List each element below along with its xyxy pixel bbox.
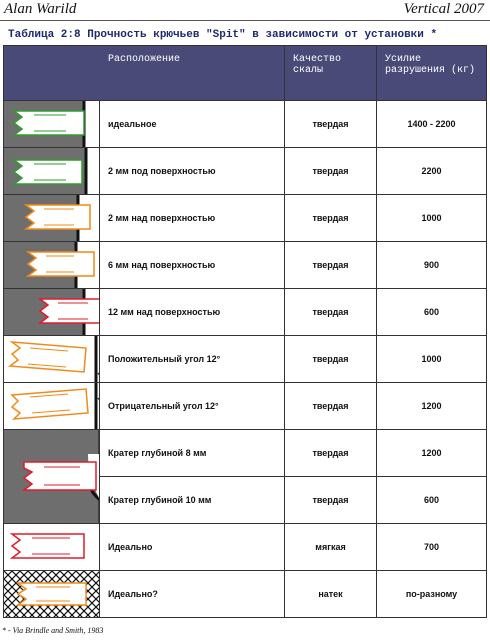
- cell-quality: натек: [285, 571, 377, 618]
- anchor-illustration: [4, 524, 100, 571]
- cell-quality: твердая: [285, 289, 377, 336]
- table-row: [4, 383, 487, 430]
- anchor-illustration: [4, 242, 100, 289]
- cell-location: Идеально: [100, 524, 285, 571]
- cell-force: 2200: [377, 148, 487, 195]
- anchor-illustration: [4, 148, 100, 195]
- cell-force: 600: [377, 289, 487, 336]
- table-row: [4, 195, 487, 242]
- cell-force: 900: [377, 242, 487, 289]
- anchor-illustration: [4, 289, 100, 336]
- anchor-illustration: [4, 195, 100, 242]
- col-quality-header: Качество скалы: [285, 46, 377, 101]
- page-header: [0, 0, 490, 21]
- anchor-illustration: [4, 430, 100, 524]
- table-header-row: [4, 46, 487, 101]
- anchor-illustration: [4, 571, 100, 618]
- table-row: [4, 524, 487, 571]
- cell-force: 700: [377, 524, 487, 571]
- table-row: [4, 101, 487, 148]
- cell-force: по-разному: [377, 571, 487, 618]
- cell-quality: твердая: [285, 430, 377, 477]
- cell-location: 2 мм под поверхностью: [100, 148, 285, 195]
- cell-location: 2 мм над поверхностью: [100, 195, 285, 242]
- cell-location: 12 мм над поверхностью: [100, 289, 285, 336]
- cell-location: Положительный угол 12°: [100, 336, 285, 383]
- cell-force: 600: [377, 477, 487, 524]
- cell-location: Отрицательный угол 12°: [100, 383, 285, 430]
- cell-force: 1200: [377, 383, 487, 430]
- table-row: [4, 571, 487, 618]
- cell-quality: твердая: [285, 383, 377, 430]
- cell-location: идеальное: [100, 101, 285, 148]
- cell-force: 1200: [377, 430, 487, 477]
- anchor-illustration: [4, 383, 100, 430]
- footnote: * - Via Brindle and Smith, 1983: [2, 626, 104, 635]
- table-row: [4, 242, 487, 289]
- cell-quality: мягкая: [285, 524, 377, 571]
- cell-quality: твердая: [285, 477, 377, 524]
- cell-location: Кратер глубиной 8 мм: [100, 430, 285, 477]
- anchor-illustration: [4, 101, 100, 148]
- cell-quality: твердая: [285, 336, 377, 383]
- author: Alan Warild: [4, 1, 77, 17]
- cell-quality: твердая: [285, 242, 377, 289]
- cell-force: 1400 - 2200: [377, 101, 487, 148]
- table-row: [4, 289, 487, 336]
- cell-location: Идеально?: [100, 571, 285, 618]
- table-row: [4, 336, 487, 383]
- cell-quality: твердая: [285, 195, 377, 242]
- cell-quality: твердая: [285, 101, 377, 148]
- cell-location: Кратер глубиной 10 мм: [100, 477, 285, 524]
- col-location-header: Расположение: [4, 46, 285, 101]
- table-row: [4, 430, 487, 477]
- col-force-header: Усилие разрушения (кг): [377, 46, 487, 101]
- anchor-illustration: [4, 336, 100, 383]
- book-title: Vertical 2007: [403, 1, 484, 17]
- cell-force: 1000: [377, 336, 487, 383]
- table-caption: Таблица 2:8 Прочность крючьев "Spit" в зависимости от установки *: [8, 29, 438, 41]
- cell-force: 1000: [377, 195, 487, 242]
- cell-quality: твердая: [285, 148, 377, 195]
- table-row: [4, 148, 487, 195]
- cell-location: 6 мм над поверхностью: [100, 242, 285, 289]
- strength-table: [3, 45, 487, 618]
